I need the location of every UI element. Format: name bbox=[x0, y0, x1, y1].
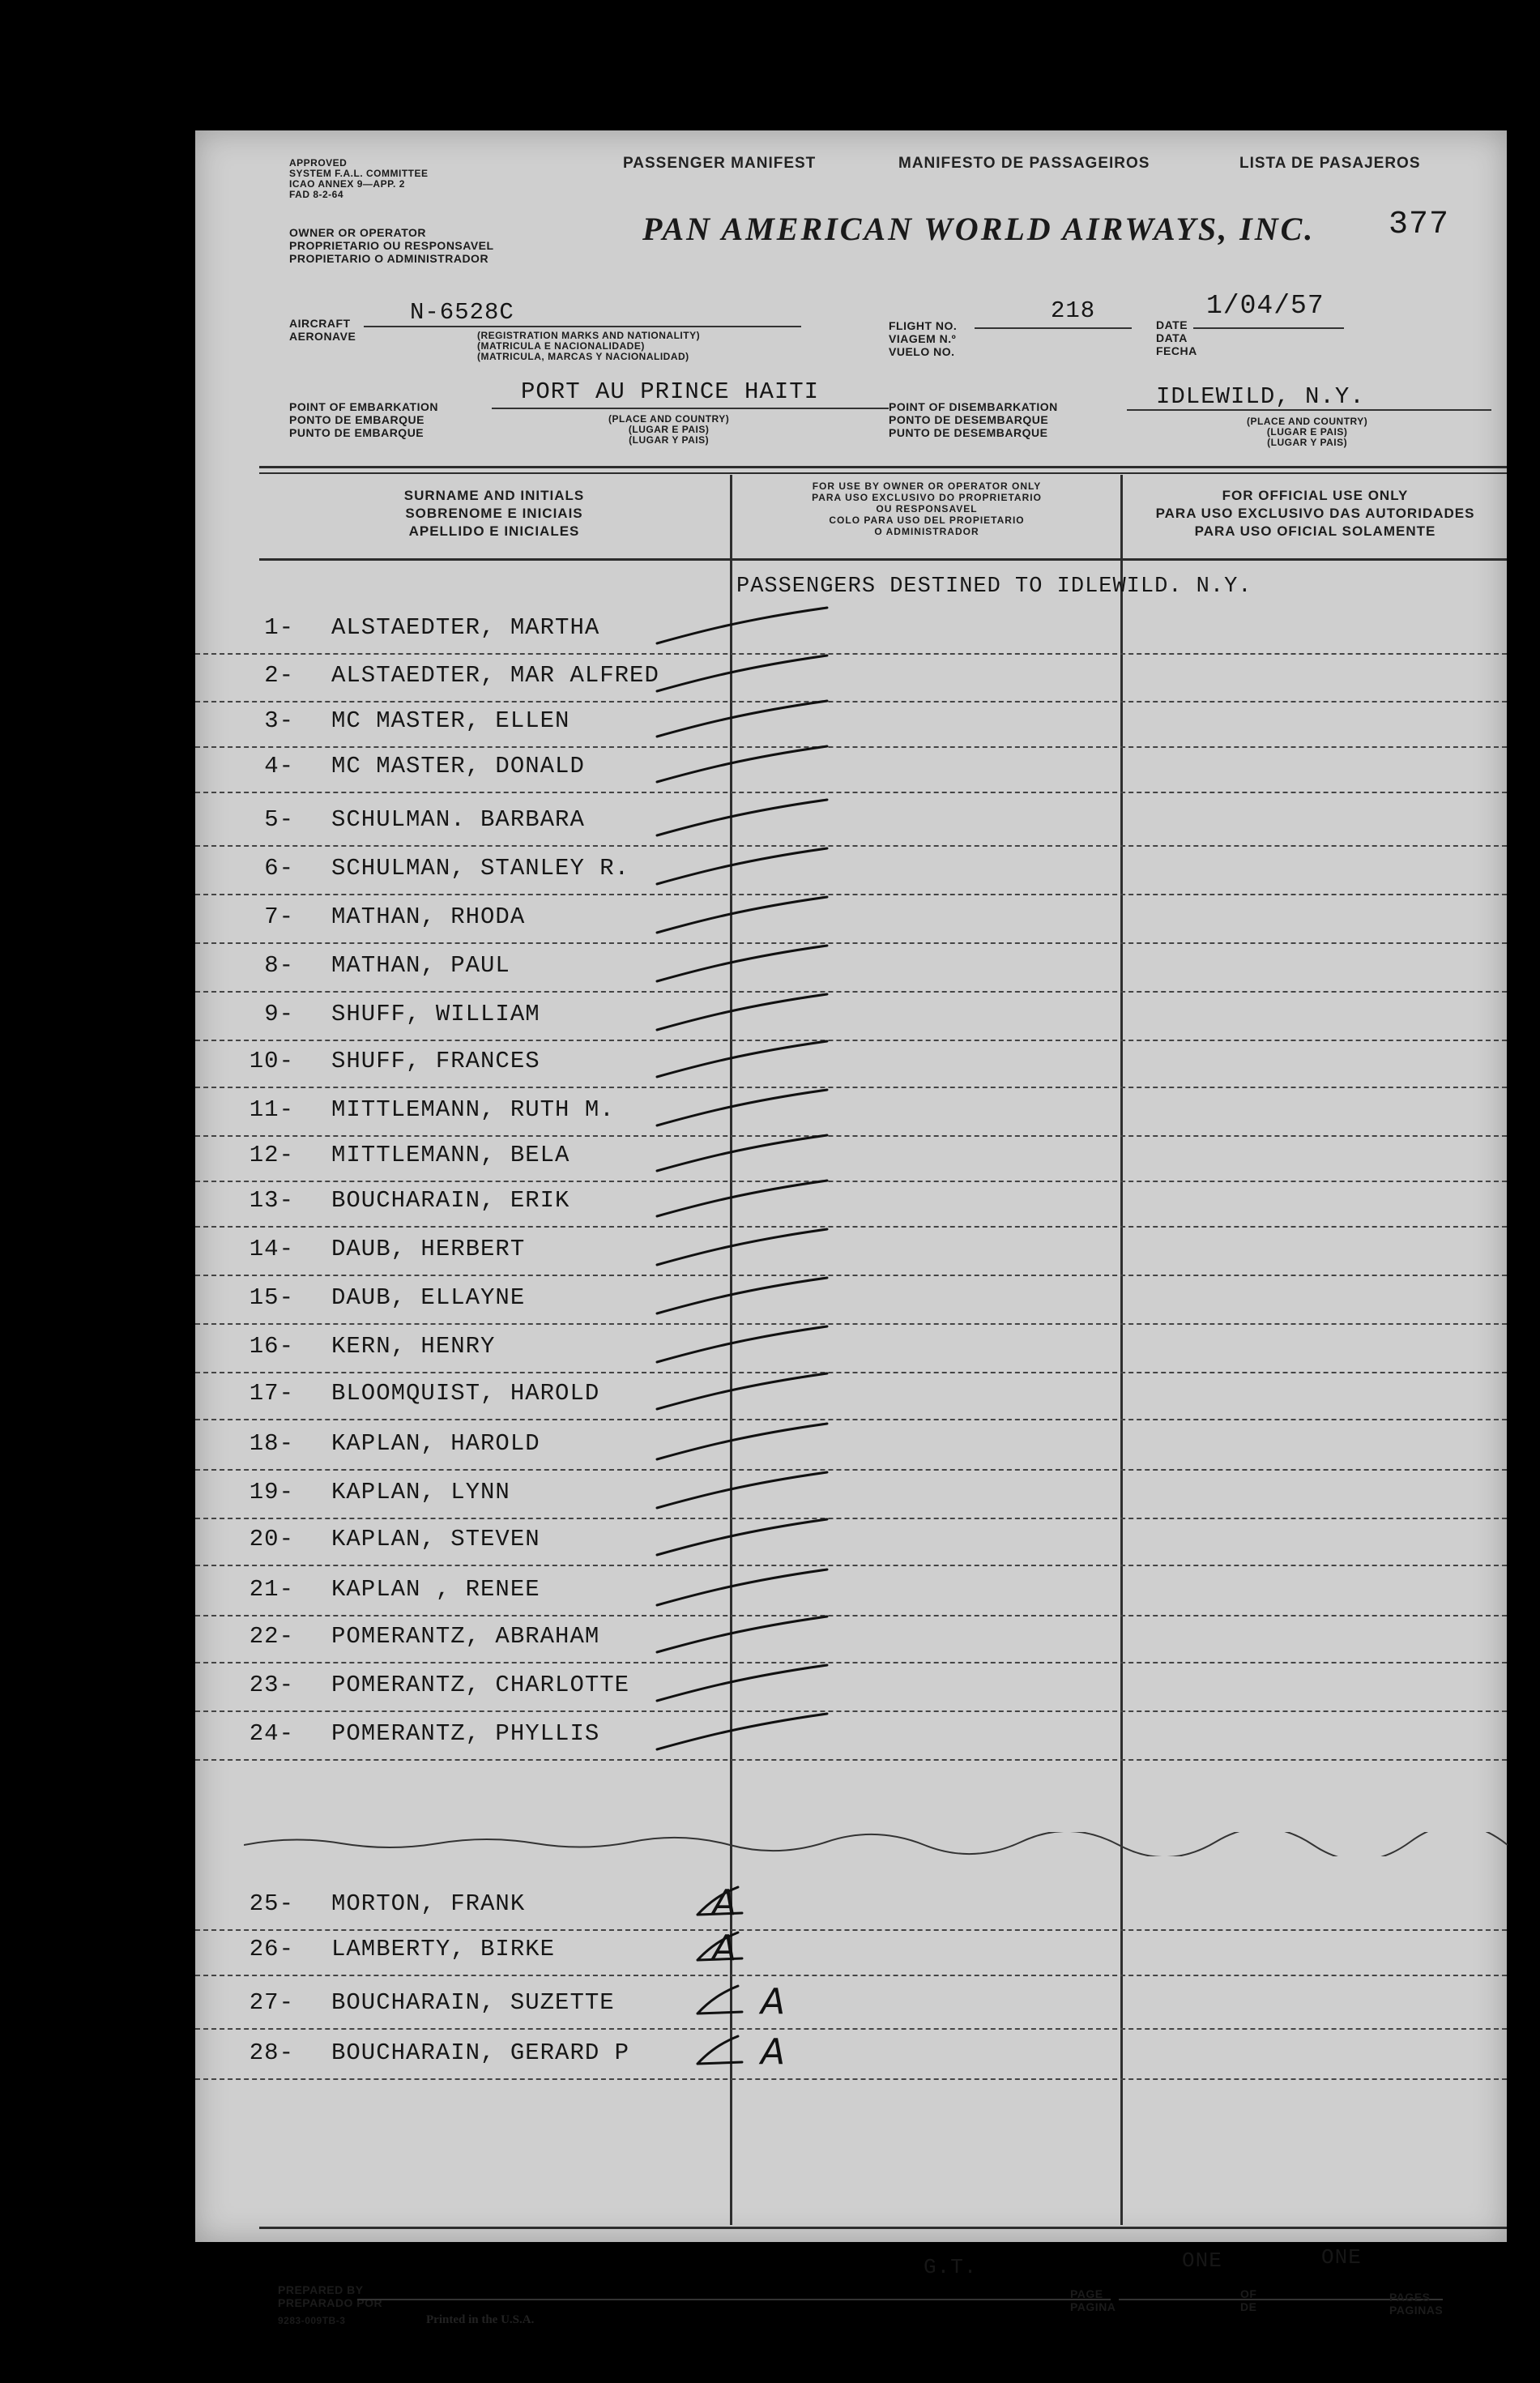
col3-line: PARA USO OFICIAL SOLAMENTE bbox=[1194, 523, 1436, 539]
owner-label bbox=[289, 226, 494, 265]
embarkation-label bbox=[289, 400, 438, 439]
disembark-line: PUNTO DE DESEMBARQUE bbox=[889, 426, 1048, 439]
form-code: 9283-009TB-3 bbox=[278, 2315, 346, 2326]
passenger-number: 16- bbox=[249, 1333, 294, 1360]
passenger-row bbox=[195, 652, 1507, 703]
destination-note: PASSENGERS DESTINED TO IDLEWILD. N.Y. bbox=[736, 574, 1252, 599]
place-line: (LUGAR E PAIS) bbox=[1266, 426, 1348, 438]
passenger-row bbox=[195, 1926, 1507, 1976]
registration-line: (MATRICULA E NACIONALIDADE) bbox=[477, 340, 645, 352]
col1-line: APELLIDO E INICIALES bbox=[408, 523, 580, 539]
passenger-number: 8- bbox=[264, 952, 294, 979]
passenger-number: 12- bbox=[249, 1142, 294, 1168]
col2-line: PARA USO EXCLUSIVO DO PROPRIETARIO bbox=[812, 492, 1042, 503]
passenger-number: 15- bbox=[249, 1284, 294, 1311]
place-line: (LUGAR E PAIS) bbox=[628, 424, 710, 435]
passenger-name: MC MASTER, DONALD bbox=[331, 753, 585, 779]
col2-line: COLO PARA USO DEL PROPIETARIO bbox=[829, 515, 1025, 526]
row-rule bbox=[195, 792, 1507, 793]
passenger-name: POMERANTZ, ABRAHAM bbox=[331, 1623, 600, 1650]
page-line: PAGINA bbox=[1070, 2300, 1116, 2313]
place-line: (PLACE AND COUNTRY) bbox=[608, 413, 730, 425]
passenger-name: KAPLAN, LYNN bbox=[331, 1479, 510, 1505]
passenger-name: SCHULMAN, STANLEY R. bbox=[331, 855, 630, 882]
passenger-row bbox=[195, 1566, 1507, 1616]
col3-line: PARA USO EXCLUSIVO DAS AUTORIDADES bbox=[1155, 506, 1475, 521]
table-top-rule-2 bbox=[259, 472, 1507, 474]
pages-line: PAGINAS bbox=[1389, 2304, 1444, 2317]
passenger-name: LAMBERTY, BIRKE bbox=[331, 1936, 556, 1962]
passenger-row bbox=[195, 698, 1507, 748]
passenger-number: 28- bbox=[249, 2039, 294, 2066]
embarkation-value: PORT AU PRINCE HAITI bbox=[521, 378, 820, 405]
owner-line: OWNER OR OPERATOR bbox=[289, 226, 426, 239]
passenger-name: MITTLEMANN, BELA bbox=[331, 1142, 570, 1168]
passenger-number: 9- bbox=[264, 1001, 294, 1027]
approval-line: FAD 8-2-64 bbox=[289, 189, 344, 200]
passenger-name: MORTON, FRANK bbox=[331, 1890, 526, 1917]
registration-label bbox=[477, 331, 700, 362]
embark-line: POINT OF EMBARKATION bbox=[289, 400, 438, 413]
disembark-line: POINT OF DISEMBARKATION bbox=[889, 400, 1058, 413]
passenger-name: MATHAN, RHODA bbox=[331, 903, 526, 930]
passenger-row bbox=[195, 604, 1507, 655]
disembark-place-label bbox=[1247, 416, 1367, 448]
title-en: PASSENGER MANIFEST bbox=[623, 155, 817, 172]
passenger-row bbox=[195, 1516, 1507, 1566]
passenger-row bbox=[195, 1177, 1507, 1228]
prepared-line: PREPARADO POR bbox=[278, 2296, 383, 2309]
passenger-name: SHUFF, FRANCES bbox=[331, 1048, 540, 1074]
passenger-name: DAUB, HERBERT bbox=[331, 1236, 526, 1262]
passenger-number: 3- bbox=[264, 707, 294, 734]
passenger-number: 10- bbox=[249, 1048, 294, 1074]
embark-place-label bbox=[608, 414, 729, 446]
manifest-page bbox=[195, 130, 1507, 2326]
col2-line: OU RESPONSAVEL bbox=[876, 503, 978, 515]
passenger-name: BOUCHARAIN, GERARD P bbox=[331, 2039, 630, 2066]
embarkation-rule bbox=[492, 408, 889, 409]
passenger-row bbox=[195, 2030, 1507, 2080]
prepared-label bbox=[278, 2283, 382, 2309]
passenger-number: 11- bbox=[249, 1096, 294, 1123]
passenger-name: POMERANTZ, PHYLLIS bbox=[331, 1720, 600, 1747]
of-value: ONE bbox=[1321, 2245, 1362, 2270]
passenger-number: 4- bbox=[264, 753, 294, 779]
column-header-owner bbox=[733, 480, 1120, 537]
disembarkation-rule bbox=[1127, 409, 1491, 411]
passenger-name: SHUFF, WILLIAM bbox=[331, 1001, 540, 1027]
table-top-rule bbox=[259, 466, 1507, 468]
date-line: DATE bbox=[1156, 318, 1188, 331]
date-label bbox=[1156, 318, 1197, 357]
flight-rule bbox=[975, 327, 1132, 329]
prepared-line: PREPARED BY bbox=[278, 2283, 364, 2296]
handwritten-mark: A bbox=[761, 2031, 786, 2073]
registration-line: (MATRICULA, MARCAS Y NACIONALIDAD) bbox=[477, 351, 689, 362]
passenger-name: ALSTAEDTER, MAR ALFRED bbox=[331, 662, 659, 689]
aircraft-rule bbox=[364, 326, 801, 327]
date-rule bbox=[1193, 327, 1344, 329]
passenger-row bbox=[195, 1662, 1507, 1712]
passenger-row bbox=[195, 845, 1507, 895]
page-value: ONE bbox=[1182, 2248, 1222, 2273]
passenger-name: DAUB, ELLAYNE bbox=[331, 1284, 526, 1311]
aircraft-value: N-6528C bbox=[410, 299, 514, 326]
passenger-row bbox=[195, 1226, 1507, 1276]
passenger-row bbox=[195, 1710, 1507, 1761]
flight-value: 218 bbox=[1051, 297, 1096, 324]
passenger-row bbox=[195, 1038, 1507, 1088]
passenger-number: 18- bbox=[249, 1430, 294, 1457]
flight-line: VIAGEM N.º bbox=[889, 332, 957, 345]
disembark-line: PONTO DE DESEMBARQUE bbox=[889, 413, 1049, 426]
owner-line: PROPIETARIO O ADMINISTRADOR bbox=[289, 252, 489, 265]
of-label bbox=[1240, 2287, 1256, 2313]
passenger-number: 13- bbox=[249, 1187, 294, 1214]
col1-line: SURNAME AND INITIALS bbox=[403, 488, 585, 503]
passenger-number: 26- bbox=[249, 1936, 294, 1962]
flight-label bbox=[889, 319, 957, 358]
handwritten-mark: A bbox=[712, 1882, 737, 1924]
page-line: PAGE bbox=[1070, 2287, 1103, 2300]
page-stamp: 377 bbox=[1389, 207, 1450, 243]
passenger-row bbox=[195, 743, 1507, 793]
passenger-number: 25- bbox=[249, 1890, 294, 1917]
check-mark bbox=[649, 1367, 843, 1424]
passenger-row bbox=[195, 942, 1507, 993]
check-mark bbox=[649, 740, 843, 796]
disembarkation-value: IDLEWILD, N.Y. bbox=[1156, 383, 1365, 410]
passenger-name: KAPLAN, HAROLD bbox=[331, 1430, 540, 1457]
pages-line: PAGES bbox=[1389, 2291, 1431, 2304]
approval-block bbox=[289, 158, 429, 200]
date-line: FECHA bbox=[1156, 344, 1197, 357]
registration-line: (REGISTRATION MARKS AND NATIONALITY) bbox=[477, 330, 701, 341]
title-es: LISTA DE PASAJEROS bbox=[1239, 155, 1421, 172]
check-mark bbox=[649, 1513, 843, 1569]
passenger-name: KAPLAN , RENEE bbox=[331, 1576, 540, 1603]
owner-line: PROPRIETARIO OU RESPONSAVEL bbox=[289, 239, 494, 252]
pages-label bbox=[1389, 2291, 1443, 2317]
table-bottom-rule bbox=[259, 2227, 1507, 2229]
page-label bbox=[1070, 2287, 1116, 2313]
aircraft-line: AIRCRAFT bbox=[289, 317, 351, 330]
aircraft-line: AERONAVE bbox=[289, 330, 356, 343]
embark-line: PUNTO DE EMBARQUE bbox=[289, 426, 424, 439]
passenger-row bbox=[195, 1370, 1507, 1420]
passenger-number: 2- bbox=[264, 662, 294, 689]
check-mark bbox=[649, 1707, 843, 1764]
passenger-row bbox=[195, 1275, 1507, 1325]
col3-line: FOR OFFICIAL USE ONLY bbox=[1222, 488, 1409, 503]
passenger-number: 14- bbox=[249, 1236, 294, 1262]
passenger-name: BLOOMQUIST, HAROLD bbox=[331, 1380, 600, 1407]
passenger-number: 17- bbox=[249, 1380, 294, 1407]
passenger-number: 27- bbox=[249, 1989, 294, 2016]
passenger-row bbox=[195, 1979, 1507, 2030]
flight-line: VUELO NO. bbox=[889, 345, 955, 358]
of-line: DE bbox=[1240, 2300, 1257, 2313]
passenger-number: 6- bbox=[264, 855, 294, 882]
place-line: (LUGAR Y PAIS) bbox=[629, 434, 710, 446]
passenger-name: MATHAN, PAUL bbox=[331, 952, 510, 979]
row-rule bbox=[195, 1759, 1507, 1761]
date-value: 1/04/57 bbox=[1206, 291, 1325, 321]
passenger-name: ALSTAEDTER, MARTHA bbox=[331, 614, 600, 641]
aircraft-label bbox=[289, 317, 356, 343]
column-header-official bbox=[1124, 487, 1507, 540]
place-line: (PLACE AND COUNTRY) bbox=[1247, 416, 1368, 427]
of-line: OF bbox=[1240, 2287, 1257, 2300]
passenger-row bbox=[195, 1323, 1507, 1373]
passenger-name: MC MASTER, ELLEN bbox=[331, 707, 570, 734]
passenger-number: 19- bbox=[249, 1479, 294, 1505]
passenger-number: 24- bbox=[249, 1720, 294, 1747]
passenger-row bbox=[195, 1087, 1507, 1137]
passenger-name: POMERANTZ, CHARLOTTE bbox=[331, 1672, 630, 1698]
title-pt: MANIFESTO DE PASSAGEIROS bbox=[898, 155, 1150, 172]
column-header-surname bbox=[259, 487, 729, 540]
handwritten-mark: A bbox=[712, 1928, 737, 1969]
prepared-rule bbox=[357, 2299, 1111, 2300]
passenger-row bbox=[195, 1469, 1507, 1519]
passenger-number: 1- bbox=[264, 614, 294, 641]
handwritten-mark: A bbox=[761, 1981, 786, 2022]
airline-name: PAN AMERICAN WORLD AIRWAYS, INC. bbox=[642, 211, 1316, 247]
passenger-name: KAPLAN, STEVEN bbox=[331, 1526, 540, 1552]
section-wavy-line bbox=[244, 1832, 1508, 1856]
approval-line: SYSTEM F.A.L. COMMITTEE bbox=[289, 168, 429, 179]
passenger-row bbox=[195, 796, 1507, 847]
col2-line: O ADMINISTRADOR bbox=[874, 526, 979, 537]
passenger-name: MITTLEMANN, RUTH M. bbox=[331, 1096, 615, 1123]
passenger-row bbox=[195, 894, 1507, 944]
date-line: DATA bbox=[1156, 331, 1188, 344]
passenger-number: 7- bbox=[264, 903, 294, 930]
passenger-row bbox=[195, 1132, 1507, 1182]
disembarkation-label bbox=[889, 400, 1058, 439]
passenger-name: BOUCHARAIN, ERIK bbox=[331, 1187, 570, 1214]
passenger-row bbox=[195, 991, 1507, 1041]
embark-line: PONTO DE EMBARQUE bbox=[289, 413, 424, 426]
flight-line: FLIGHT NO. bbox=[889, 319, 958, 332]
passenger-name: SCHULMAN. BARBARA bbox=[331, 806, 585, 833]
place-line: (LUGAR Y PAIS) bbox=[1267, 437, 1348, 448]
approval-line: APPROVED bbox=[289, 157, 348, 169]
passenger-number: 5- bbox=[264, 806, 294, 833]
col2-line: FOR USE BY OWNER OR OPERATOR ONLY bbox=[812, 480, 1042, 492]
prepared-value: G.T. bbox=[924, 2255, 978, 2279]
passenger-name: KERN, HENRY bbox=[331, 1333, 496, 1360]
approval-line: ICAO ANNEX 9—APP. 2 bbox=[289, 178, 405, 190]
passenger-number: 22- bbox=[249, 1623, 294, 1650]
passenger-row bbox=[195, 1420, 1507, 1471]
header-bottom-rule bbox=[259, 558, 1507, 561]
passenger-number: 23- bbox=[249, 1672, 294, 1698]
passenger-number: 20- bbox=[249, 1526, 294, 1552]
printed-note: Printed in the U.S.A. bbox=[426, 2313, 535, 2326]
check-mark bbox=[665, 1923, 860, 1979]
passenger-name: BOUCHARAIN, SUZETTE bbox=[331, 1989, 615, 2016]
col1-line: SOBRENOME E INICIAIS bbox=[405, 506, 583, 521]
passenger-number: 21- bbox=[249, 1576, 294, 1603]
passenger-row bbox=[195, 1613, 1507, 1663]
